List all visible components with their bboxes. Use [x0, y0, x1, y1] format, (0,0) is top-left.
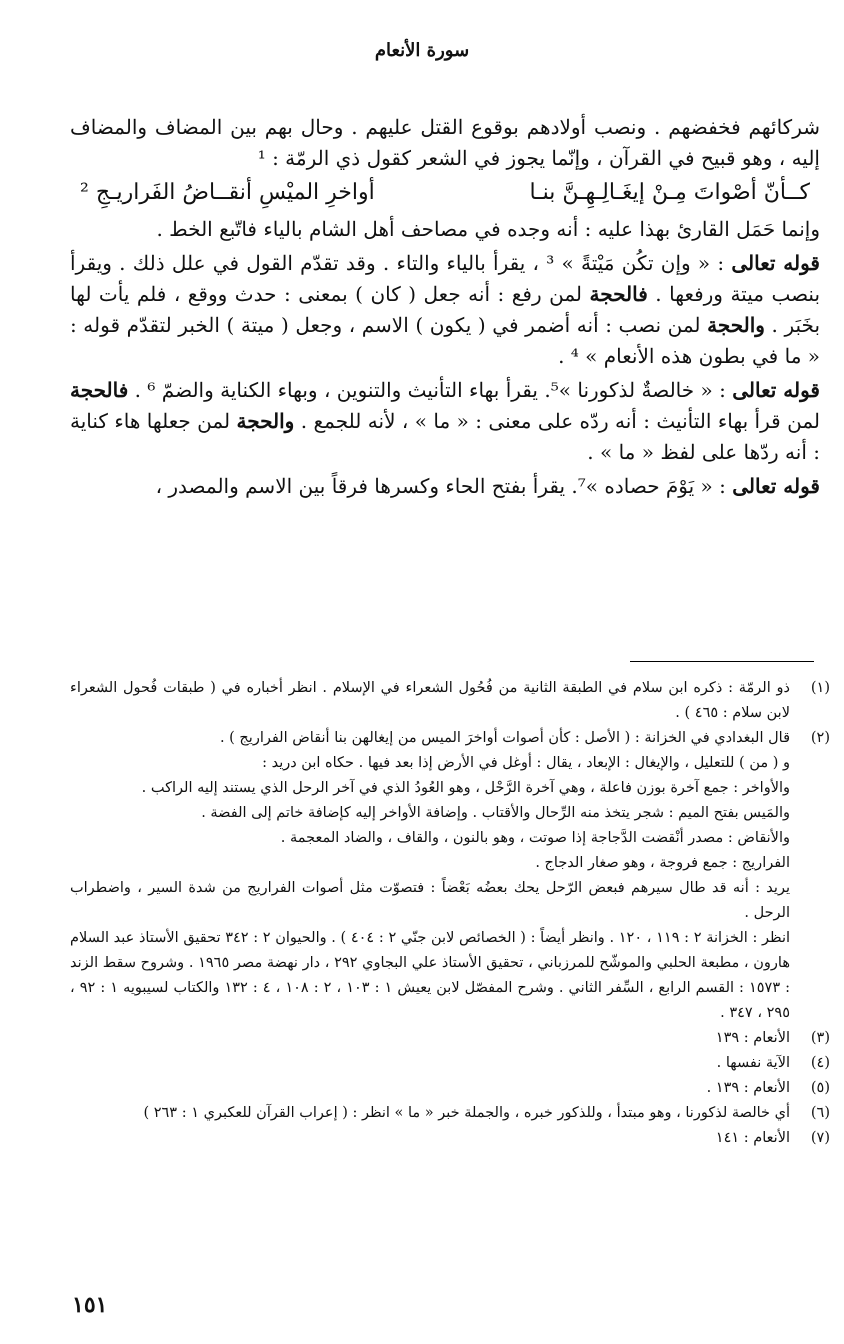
footnote-number: (٣): [810, 1030, 830, 1046]
footnote-text: الفراريج : جمع فروجة ، وهو صغار الدجاج .: [535, 855, 790, 871]
footnote-number: (٥): [810, 1080, 830, 1096]
commentary-paragraph: [70, 471, 820, 502]
verse-label: قوله تعالى: [731, 251, 820, 275]
footnote-number: (٤): [810, 1055, 830, 1071]
hujja-label: والحجة: [707, 313, 765, 337]
paragraph-text: : « يَوْمَ حصاده »⁷. يقرأ بفتح الحاء وكسرها فرقاً بين الاسم والمصدر ،: [155, 474, 726, 498]
footnote-divider: [630, 661, 814, 662]
footnote-6: [70, 1101, 830, 1126]
footnote-text: ذو الرمّة : ذكره ابن سلام في الطبقة الثانية من فُحُول الشعراء في الإسلام . انظر أخباره في ( طبقات فُحول الشعراء لابن سلام : ٤٦٥ ) .: [70, 680, 790, 721]
footnote-text: قال البغدادي في الخزانة : ( الأصل : كأن أصوات أواخرَ الميس من إيغالهن بنا أنقاض الفراريج ) .: [219, 730, 790, 746]
footnote-text: والأواخر : جمع آخرة بوزن فاعلة ، وهي آخرة الرَّحْل ، وهو العُودُ الذي في آخر الرحل الذي يستند إليه الراكب .: [141, 780, 790, 796]
paragraph-text: لمن نصب : أنه أضمر في ( يكون ) الاسم ، وجعل ( ميتة ) الخبر لتقدّم قوله : « ما في بطون هذه الأنعام » ⁴ .: [70, 313, 820, 368]
footnote-number: (١): [810, 680, 830, 696]
footnote-number: (٦): [810, 1105, 830, 1121]
footnote-1: [70, 676, 830, 726]
paragraph-text: لمن قرأ بهاء التأنيث : أنه ردّه على معنى : « ما » ، لأنه للجمع .: [300, 409, 821, 433]
paragraph-text: لمن جعلها هاء كناية : أنه ردّها على لفظ « ما » .: [70, 409, 820, 464]
verse-first-hemistich: كــأنّ أصْواتَ مِـنْ إيغَـالِـهِـنَّ بنـا: [529, 180, 810, 205]
footnote-text: والأنقاض : مصدر أنْقضت الدَّجاجة إذا صوتت ، وهو بالنون ، والقاف ، والضاد المعجمة .: [280, 830, 790, 846]
footnote-text: والمَيس بفتح الميم : شجر يتخذ منه الرِّحال والأقتاب . وإضافة الأواخر إليه كإضافة خاتم إلى الفضة .: [201, 805, 790, 821]
footnote-2: [70, 726, 830, 1026]
footnote-text: الأنعام : ١٣٩ .: [706, 1080, 790, 1096]
footnote-7: [70, 1126, 830, 1151]
footnote-text: و ( من ) للتعليل ، والإيغال : الإبعاد ، يقال : أوغل في الأرض إذا بعد فيها . حكاه ابن دريد :: [262, 755, 790, 771]
footnote-number: (٢): [810, 730, 830, 746]
hujja-label: فالحجة: [70, 378, 129, 402]
footnote-text: الأنعام : ١٣٩: [715, 1030, 790, 1046]
commentary-paragraph: [70, 375, 820, 468]
verse-label: قوله تعالى: [732, 474, 820, 498]
paragraph-text: : « خالصةٌ لذكورنا »⁵. يقرأ بهاء التأنيث والتنوين ، وبهاء الكناية والضمّ ⁶ .: [134, 378, 726, 402]
footnote-text: الآية نفسها .: [716, 1055, 790, 1071]
footnotes: [70, 676, 830, 1151]
paragraph: شركائهم فخفضهم . ونصب أولادهم بوقوع القتل عليهم . وحال بهم بين المضاف والمضاف إليه ، وهو قبيح في القرآن ، وإنّما يجوز في الشعر كقول ذي الرمّة : ¹: [70, 115, 820, 170]
paragraph-text: : « وإن تكُن مَيْتةً » ³ ، يقرأ بالياء والتاء . وقد تقدّم القول في علل ذلك . ويقرأ بنصب ميتة ورفعها .: [70, 251, 821, 306]
hujja-label: والحجة: [236, 409, 295, 433]
footnote-text: انظر : الخزانة ٢ : ١١٩ ، ١٢٠ . وانظر أيضاً : ( الخصائص لابن جنّي ٢ : ٤٠٤ ) . والحيوان ٢ : ٣٤٢ تحقيق الأستاذ عبد السلام هارون ، مطبعة الحلبي والموشّح للمرزباني ، تحقيق الأستاذ علي البجاوي ٢٩٢ ، دار نهضة مصر ١٩٦٥ . وشروح سقط الزند : ١٥٧٣ : القسم الرابع ، السِّفر الثاني . وشرح المفصّل لابن يعيش ١ : ١٠٣ ، ٢ : ١٠٨ ، ٤ : ١٣٢ والكتاب لسيبويه ١ : ٩٢ ، ٢٩٥ ، ٣٤٧ .: [70, 930, 791, 1021]
verse-label: قوله تعالى: [732, 378, 820, 402]
footnote-text: أي خالصة لذكورنا ، وهو مبتدأ ، وللذكور خبره ، والجملة خبر « ما » انظر : ( إعراب القرآن للعكبري ١ : ٢٦٣ ): [143, 1105, 790, 1121]
footnote-text: يريد : أنه قد طال سيرهم فبعض الرّحل يحك بعضُه بَعْضاً : فتصوّت مثل أصوات الفراريج من شدة السير ، واضطراب الرحل .: [70, 880, 790, 921]
commentary-paragraph: [70, 248, 820, 372]
footnote-number: (٧): [810, 1130, 830, 1146]
paragraph: وإنما حَمَل القارئ بهذا عليه : أنه وجده في مصاحف أهل الشام بالياء فاتّبع الخط .: [156, 217, 820, 241]
footnote-3: [70, 1026, 830, 1051]
running-header: سورة الأنعام: [374, 40, 470, 61]
page-number: ١٥١: [72, 1292, 108, 1318]
verse-second-hemistich: أواخرِ الميْسِ أنقــاضُ الفَراريـجِ ²: [80, 180, 375, 205]
footnote-4: [70, 1051, 830, 1076]
hujja-label: فالحجة: [589, 282, 648, 306]
main-text: [70, 112, 820, 502]
footnote-text: الأنعام : ١٤١: [715, 1130, 790, 1146]
poetry-verse: [70, 177, 820, 208]
paragraph-text: لمن رفع : أنه جعل ( كان ) بمعنى : حدث ووقع ، فلم يأت لها بخَبَر .: [70, 282, 821, 337]
footnote-5: [70, 1076, 830, 1101]
